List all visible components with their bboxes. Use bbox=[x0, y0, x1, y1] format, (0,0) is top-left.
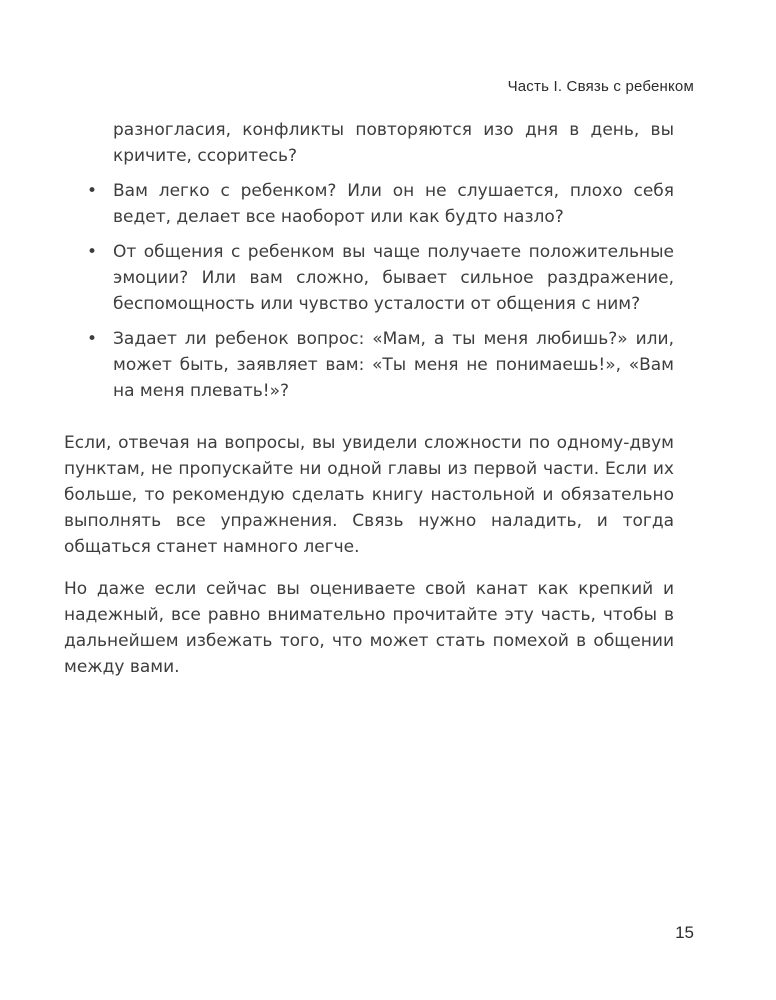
bullet-marker: • bbox=[87, 242, 98, 262]
bullet-continuation-text: разногласия, конфликты повторяются изо дня в день, вы кричите, ссоритесь? bbox=[113, 120, 674, 166]
bullet-marker: • bbox=[87, 181, 98, 201]
body-paragraph: Если, отвечая на вопросы, вы увидели сложности по одному-двум пунктам, не пропускайте ни одной главы из первой части. Если их больше, то рекомендую сделать книгу настольной и обязательно выполнять все упражнения. Связь нужно наладить, и тогда общаться станет намного легче. bbox=[64, 433, 674, 557]
bullet-list bbox=[64, 117, 674, 404]
running-header: Часть I. Связь с ребенком bbox=[507, 78, 694, 95]
bullet-item bbox=[64, 178, 674, 230]
bullet-item bbox=[64, 239, 674, 317]
page-body bbox=[64, 117, 674, 680]
bullet-item-text: От общения с ребенком вы чаще получаете положительные эмоции? Или вам сложно, бывает сильное раздражение, беспомощность или чувство усталости от общения с ним? bbox=[113, 242, 674, 314]
bullet-continuation bbox=[64, 117, 674, 169]
bullet-item-text: Вам легко с ребенком? Или он не слушается, плохо себя ведет, делает все наоборот или как будто назло? bbox=[113, 181, 674, 227]
body-paragraph: Но даже если сейчас вы оцениваете свой канат как крепкий и надежный, все равно внимательно прочитайте эту часть, чтобы в дальнейшем избежать того, что может стать помехой в общении между вами. bbox=[64, 579, 674, 677]
page-number: 15 bbox=[675, 923, 694, 942]
bullet-marker: • bbox=[87, 329, 98, 349]
bullet-item bbox=[64, 326, 674, 404]
bullet-item-text: Задает ли ребенок вопрос: «Мам, а ты меня любишь?» или, может быть, заявляет вам: «Ты меня не понимаешь!», «Вам на меня плевать!»? bbox=[113, 329, 674, 401]
